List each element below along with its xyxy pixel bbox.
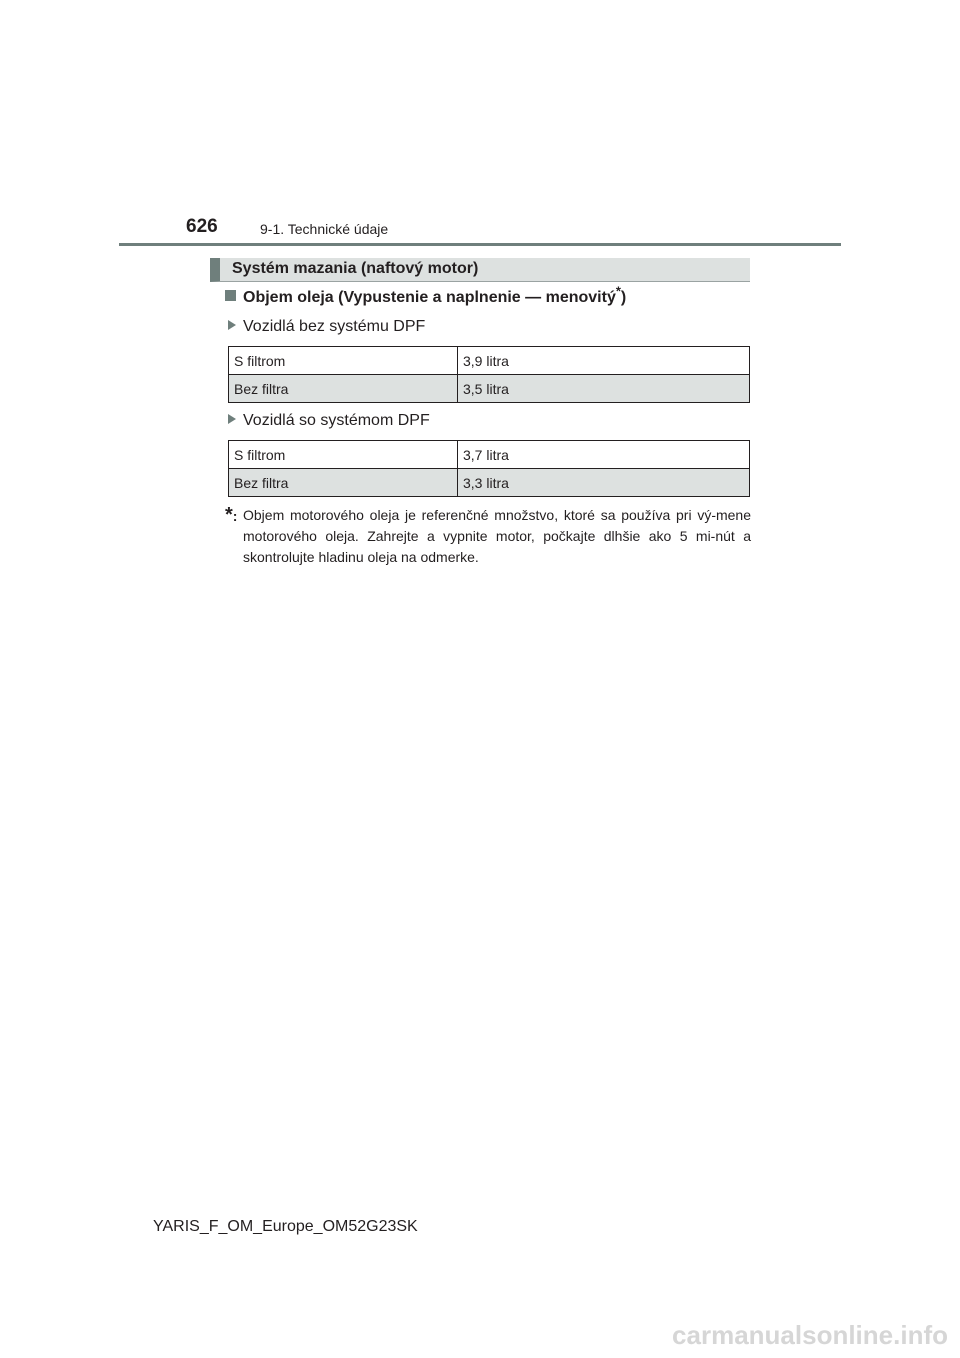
asterisk-mark: * — [615, 283, 621, 299]
bullet-with-dpf — [228, 412, 430, 430]
section-title: 9-1. Technické údaje — [260, 221, 389, 237]
section-heading-box — [210, 258, 750, 282]
footnote-text: Objem motorového oleja je referenčné množstvo, ktoré sa používa pri vý-mene motorového oleja. Zahrejte a vypnite motor, počkajte dlhšie ako 5 mi-nút a skontrolujte hladinu oleja na odmerke. — [243, 507, 751, 565]
triangle-bullet-icon — [228, 320, 236, 330]
footnote — [225, 505, 751, 568]
table-row — [229, 347, 750, 375]
table-row — [229, 441, 750, 469]
table-cell-label: Bez filtra — [229, 469, 458, 497]
capacity-table-with-dpf — [228, 440, 750, 497]
table-row — [229, 469, 750, 497]
header-divider — [119, 243, 841, 246]
oil-capacity-subheading — [225, 283, 627, 307]
square-bullet-icon — [225, 290, 236, 301]
bullet-no-dpf — [228, 318, 425, 336]
capacity-table-no-dpf — [228, 346, 750, 403]
table-cell-value: 3,9 litra — [458, 347, 750, 375]
asterisk-mark: * — [225, 504, 233, 526]
triangle-bullet-icon — [228, 414, 236, 424]
footnote-colon: : — [232, 508, 238, 524]
page-number: 626 — [186, 216, 218, 237]
table-row — [229, 375, 750, 403]
bullet-label: Vozidlá bez systému DPF — [243, 318, 426, 335]
subheading-close: ) — [620, 289, 627, 306]
table-cell-value: 3,7 litra — [458, 441, 750, 469]
section-heading: Systém mazania (naftový motor) — [232, 260, 479, 277]
document-code: YARIS_F_OM_Europe_OM52G23SK — [153, 1218, 418, 1235]
table-cell-value: 3,3 litra — [458, 469, 750, 497]
table-cell-label: S filtrom — [229, 347, 458, 375]
table-cell-label: Bez filtra — [229, 375, 458, 403]
table-cell-label: S filtrom — [229, 441, 458, 469]
table-cell-value: 3,5 litra — [458, 375, 750, 403]
bullet-label: Vozidlá so systémom DPF — [243, 412, 430, 429]
subheading-text: Objem oleja (Vypustenie a naplnenie — menovitý — [243, 289, 616, 306]
watermark: carmanualsonline.info — [672, 1320, 948, 1350]
footnote-mark — [225, 505, 237, 527]
